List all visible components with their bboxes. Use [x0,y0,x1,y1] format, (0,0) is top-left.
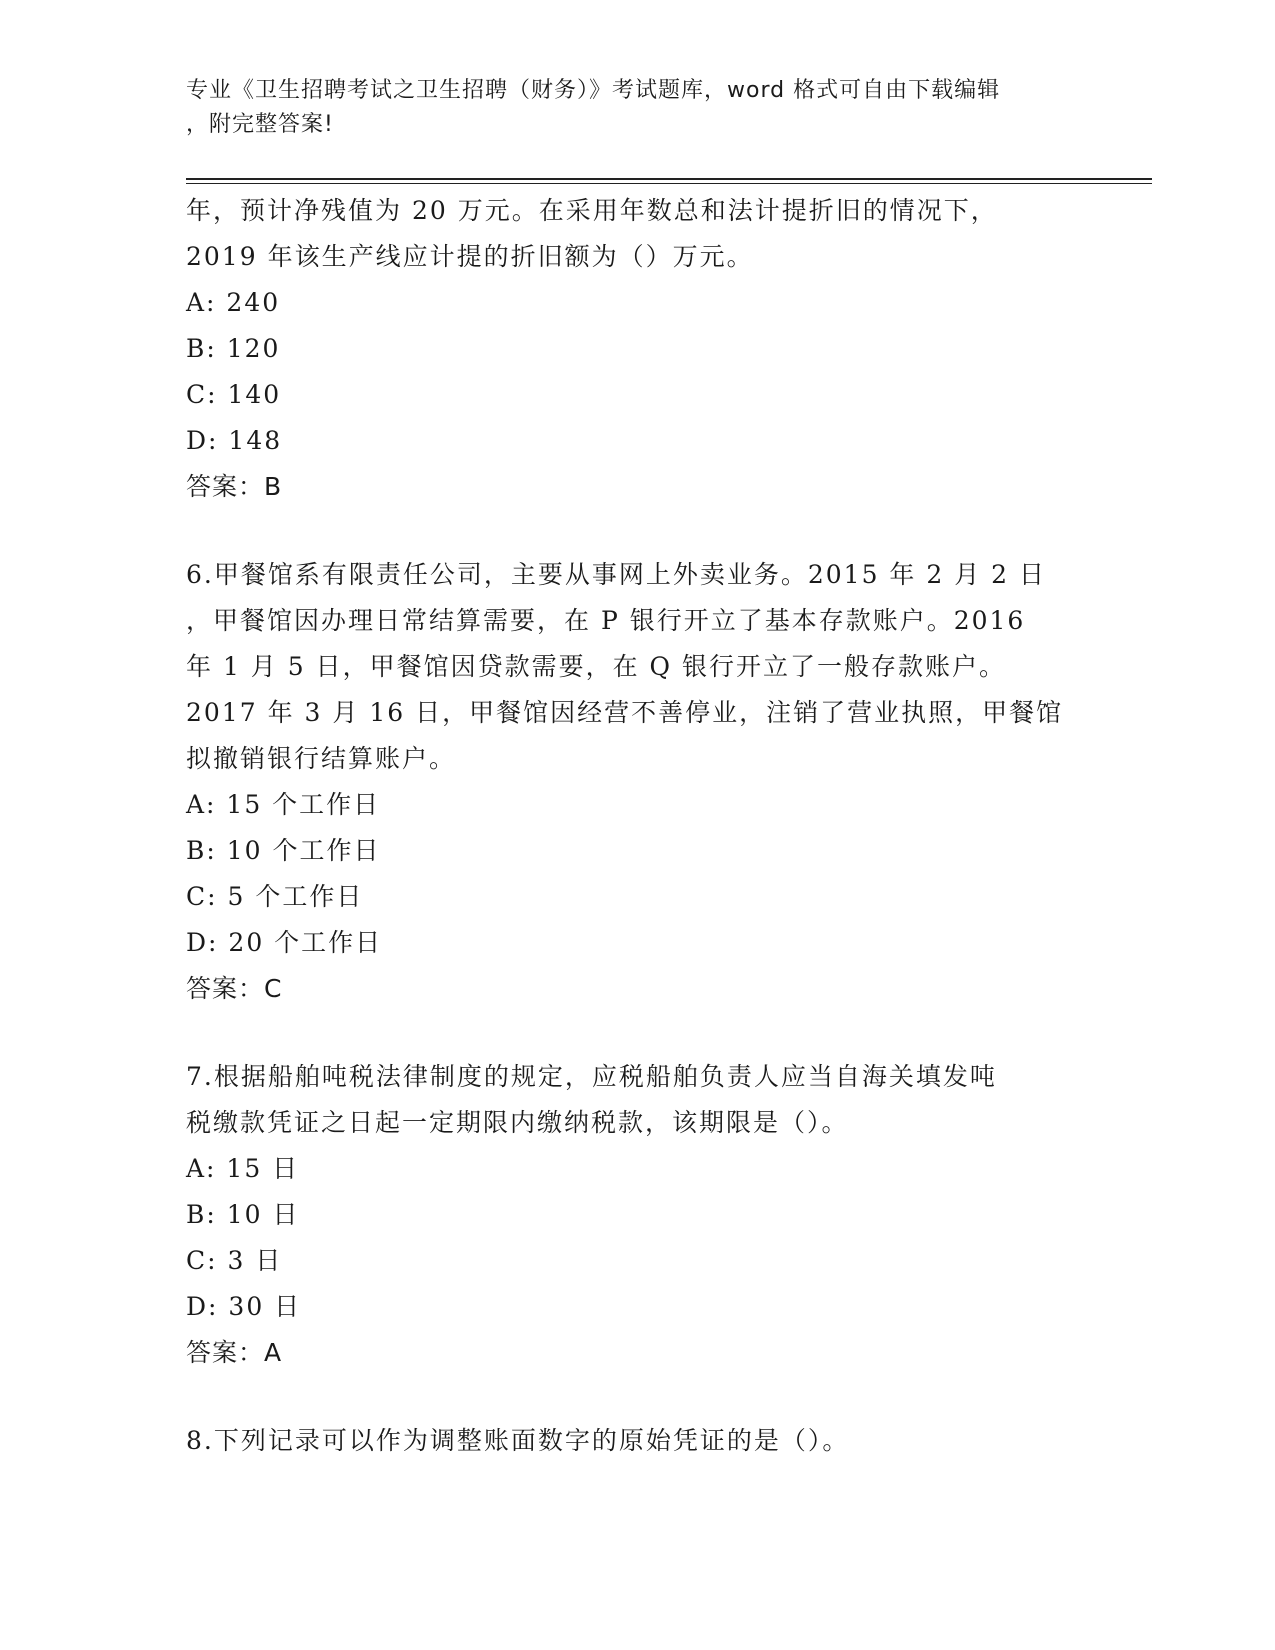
header-title-line-1: 专业《卫生招聘考试之卫生招聘（财务）》考试题库，word 格式可自由下载编辑 [186,78,1001,103]
question-block [186,188,1086,510]
question-stem-line: 年，预计净残值为 20 万元。在采用年数总和法计提折旧的情况下， [186,196,998,225]
option-d: D: 30 日 [186,1292,302,1321]
header-title-line-2: ，附完整答案! [186,112,334,137]
spacer [186,1376,1086,1418]
question-block [186,1418,1086,1464]
question-block [186,552,1086,1012]
option-a: A: 15 日 [186,1154,300,1183]
option-c: C: 3 日 [186,1246,283,1275]
header-divider-thin [186,183,1152,184]
option-b: B: 10 日 [186,1200,300,1229]
option-a: A: 15 个工作日 [186,790,381,819]
option-c: C: 140 [186,380,282,409]
option-c: C: 5 个工作日 [186,882,364,911]
question-stem-line: 7.根据船舶吨税法律制度的规定，应税船舶负责人应当自海关填发吨 [186,1062,997,1091]
question-block [186,1054,1086,1376]
question-stem-line: 2019 年该生产线应计提的折旧额为（）万元。 [186,242,754,271]
option-d: D: 20 个工作日 [186,928,383,957]
option-a: A: 240 [186,288,281,317]
question-stem-line: ，甲餐馆因办理日常结算需要，在 P 银行开立了基本存款账户。2016 [186,606,1026,635]
question-stem-line: 拟撤销银行结算账户。 [186,744,457,773]
option-b: B: 120 [186,334,281,363]
question-stem-line: 8.下列记录可以作为调整账面数字的原始凭证的是（）。 [186,1426,850,1455]
question-stem-line: 年 1 月 5 日，甲餐馆因贷款需要，在 Q 银行开立了一般存款账户。 [186,652,1006,681]
option-d: D: 148 [186,426,283,455]
header-divider-thick [186,178,1152,180]
spacer [186,1012,1086,1054]
option-b: B: 10 个工作日 [186,836,381,865]
question-stem-line: 税缴款凭证之日起一定期限内缴纳税款，该期限是（）。 [186,1108,849,1137]
question-stem-line: 6.甲餐馆系有限责任公司，主要从事网上外卖业务。2015 年 2 月 2 日 [186,560,1047,589]
question-list [186,188,1086,1464]
spacer [186,510,1086,552]
answer-line: 答案：A [186,1338,283,1367]
document-header [186,74,1066,142]
answer-line: 答案：B [186,472,283,501]
answer-line: 答案：C [186,974,283,1003]
question-stem-line: 2017 年 3 月 16 日，甲餐馆因经营不善停业，注销了营业执照，甲餐馆 [186,698,1064,727]
